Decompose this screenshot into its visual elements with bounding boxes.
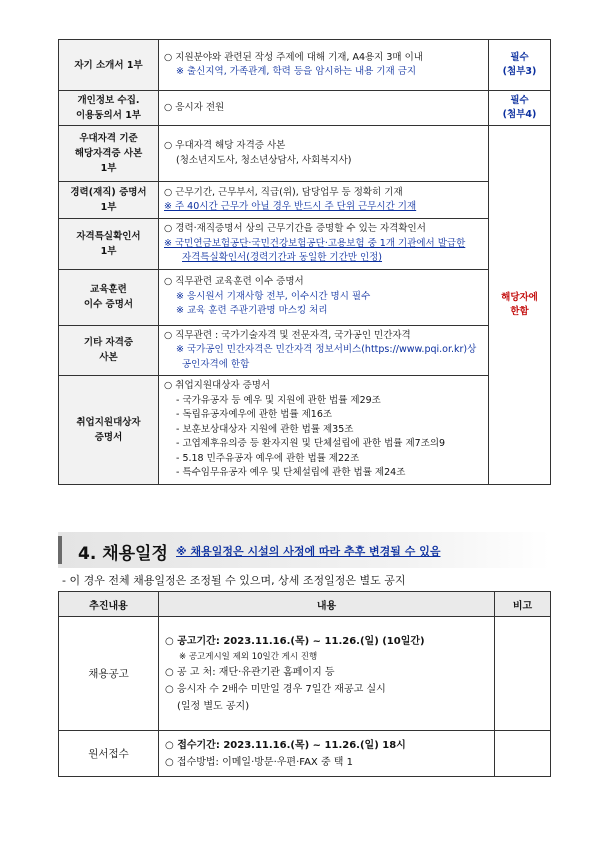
doc-row: [59, 126, 551, 182]
schedule-task: 채용공고: [59, 617, 159, 731]
section-note: ※ 채용일정은 시설의 사정에 따라 추후 변경될 수 있음: [176, 545, 441, 558]
section-header: [58, 532, 550, 568]
schedule-content: [159, 617, 495, 731]
doc-label-line: 경력(재직) 증명서: [70, 187, 147, 198]
doc-content: [159, 126, 489, 182]
doc-row: [59, 219, 551, 270]
doc-label-line: 증명서: [94, 431, 123, 443]
doc-label: [59, 376, 159, 485]
schedule-content-line: (일정 별도 공지): [177, 700, 250, 712]
remark-text: 한함: [510, 305, 529, 317]
doc-content-line: ○ 우대자격 해당 자격증 사본: [164, 140, 286, 151]
doc-content: [159, 376, 489, 485]
doc-label-line: 기타 자격증: [83, 337, 134, 349]
doc-content: [159, 325, 489, 376]
doc-label-line: 1부: [100, 202, 117, 213]
doc-content-line: - 특수임무유공자 예우 및 단체설립에 관한 법률 제24조: [176, 467, 406, 478]
remark-text: (첨부3): [502, 66, 537, 77]
section-bar: [58, 536, 62, 564]
doc-content-line: ※ 주 40시간 근무가 아닐 경우 반드시 주 단위 근무시간 기재: [164, 201, 417, 212]
doc-label-line: 취업지원대상자: [76, 416, 141, 428]
doc-label: [59, 182, 159, 219]
doc-content-line: - 고엽제후유의증 등 환자지원 및 단체설립에 관한 법률 제7조의9: [176, 438, 446, 449]
doc-content-line: ※ 출신지역, 가족관계, 학력 등을 암시하는 내용 기재 금지: [176, 66, 417, 77]
doc-content-line: 공인자격에 한함: [182, 358, 250, 370]
schedule-remark: [495, 617, 551, 731]
doc-content-line: - 국가유공자 등 예우 및 지원에 관한 법률 제29조: [176, 394, 381, 406]
header-remark: 비고: [495, 592, 551, 617]
doc-content-line: - 독립유공자예우에 관한 법률 제16조: [176, 409, 333, 420]
doc-label-line: 개인정보 수집.: [77, 95, 140, 106]
doc-row: [59, 269, 551, 325]
doc-content-line: ○ 응시자 전원: [164, 101, 225, 113]
header-content: 내용: [159, 592, 495, 617]
doc-row: [59, 40, 551, 91]
doc-label-line: 자격특실확인서: [76, 230, 141, 242]
schedule-content-line: ○ 공 고 처: 재단·유관기관 홈페이지 등: [165, 666, 335, 678]
doc-label-line: 1부: [100, 163, 117, 174]
doc-label-line: 우대자격 기준: [79, 133, 138, 144]
schedule-content-line: ○ 응시자 수 2배수 미만일 경우 7일간 재공고 실시: [165, 683, 386, 695]
doc-label: [59, 40, 159, 91]
schedule-content-line: ○ 접수기간: 2023.11.16.(목) ~ 11.26.(일) 18시: [165, 739, 406, 751]
doc-label-line: 자기 소개서 1부: [74, 59, 143, 71]
schedule-content-line: ○ 접수방법: 이메일·방문·우편·FAX 중 택 1: [165, 756, 353, 768]
remark-text: 해당자에: [501, 291, 538, 303]
section-title: 4. 채용일정: [78, 544, 168, 564]
doc-label-line: 1부: [100, 245, 117, 257]
schedule-task: 원서접수: [59, 731, 159, 777]
schedule-content-line: ○ 공고기간: 2023.11.16.(목) ~ 11.26.(일) (10일간): [165, 635, 425, 647]
doc-content: [159, 182, 489, 219]
remark-text: 필수: [510, 95, 529, 106]
remark-cell: [489, 126, 551, 485]
doc-content-line: ○ 취업지원대상자 증명서: [164, 380, 271, 391]
doc-row: [59, 325, 551, 376]
doc-label-line: 이수 증명서: [83, 299, 134, 310]
doc-label-line: 사본: [99, 352, 118, 364]
header-task: 추진내용: [59, 592, 159, 617]
schedule-table: [58, 591, 551, 777]
doc-content-line: ○ 직무관련 : 국가기술자격 및 전문자격, 국가공인 민간자격: [164, 329, 411, 341]
doc-content-line: - 5.18 민주유공자 예우에 관한 법률 제22조: [176, 452, 360, 464]
doc-content-line: ※ 교육 훈련 주관기관명 마스킹 처리: [176, 305, 328, 317]
doc-content: [159, 269, 489, 325]
doc-content-line: - 보훈보상대상자 지원에 관한 법률 제35조: [176, 423, 354, 435]
schedule-content-line: ※ 공고게시일 제외 10일간 게시 진행: [179, 651, 318, 662]
doc-label-line: 교육훈련: [90, 284, 127, 295]
doc-content-line: ○ 근무기간, 근무부서, 직급(위), 담당업무 등 정확히 기재: [164, 186, 403, 198]
remark-text: 필수: [510, 52, 529, 63]
doc-label-line: 해당자격증 사본: [74, 148, 143, 159]
remark-cell: [489, 40, 551, 91]
doc-content-line: ※ 국민연금보험공단·국민건강보험공단·고용보험 중 1개 기관에서 발급한: [164, 237, 466, 249]
schedule-content: [159, 731, 495, 777]
doc-content-line: ※ 국가공인 민간자격은 민간자격 정보서비스(https://www.pqi.or.kr)상: [176, 344, 477, 355]
doc-label-line: 이용동의서 1부: [76, 110, 141, 121]
schedule-row: [59, 617, 551, 731]
doc-content: [159, 40, 489, 91]
doc-content-line: ○ 지원분야와 관련된 작성 주제에 대해 기재, A4용지 3매 이내: [164, 51, 423, 63]
doc-content: [159, 219, 489, 270]
doc-row: [59, 182, 551, 219]
doc-content-line: (청소년지도사, 청소년상담사, 사회복지사): [176, 154, 352, 166]
doc-row: [59, 91, 551, 126]
doc-label: [59, 325, 159, 376]
doc-content-line: ※ 응시원서 기재사항 전부, 이수시간 명시 필수: [176, 290, 371, 302]
doc-row: [59, 376, 551, 485]
schedule-remark: [495, 731, 551, 777]
doc-content-line: ○ 직무관련 교육훈련 이수 증명서: [164, 276, 304, 288]
schedule-row: [59, 731, 551, 777]
doc-content-line: ○ 경력·재직증명서 상의 근무기간을 증명할 수 있는 자격확인서: [164, 223, 426, 234]
doc-content: [159, 91, 489, 126]
doc-label: [59, 219, 159, 270]
remark-cell: [489, 91, 551, 126]
doc-label: [59, 269, 159, 325]
documents-table: [58, 39, 551, 485]
remark-text: (첨부4): [502, 109, 537, 120]
doc-label: [59, 91, 159, 126]
schedule-intro: - 이 경우 전체 채용일정은 조정될 수 있으며, 상세 조정일정은 별도 공지: [62, 574, 406, 587]
doc-content-line: 자격특실확인서(경력기간과 동일한 기간만 인정): [182, 252, 383, 263]
doc-label: [59, 126, 159, 182]
